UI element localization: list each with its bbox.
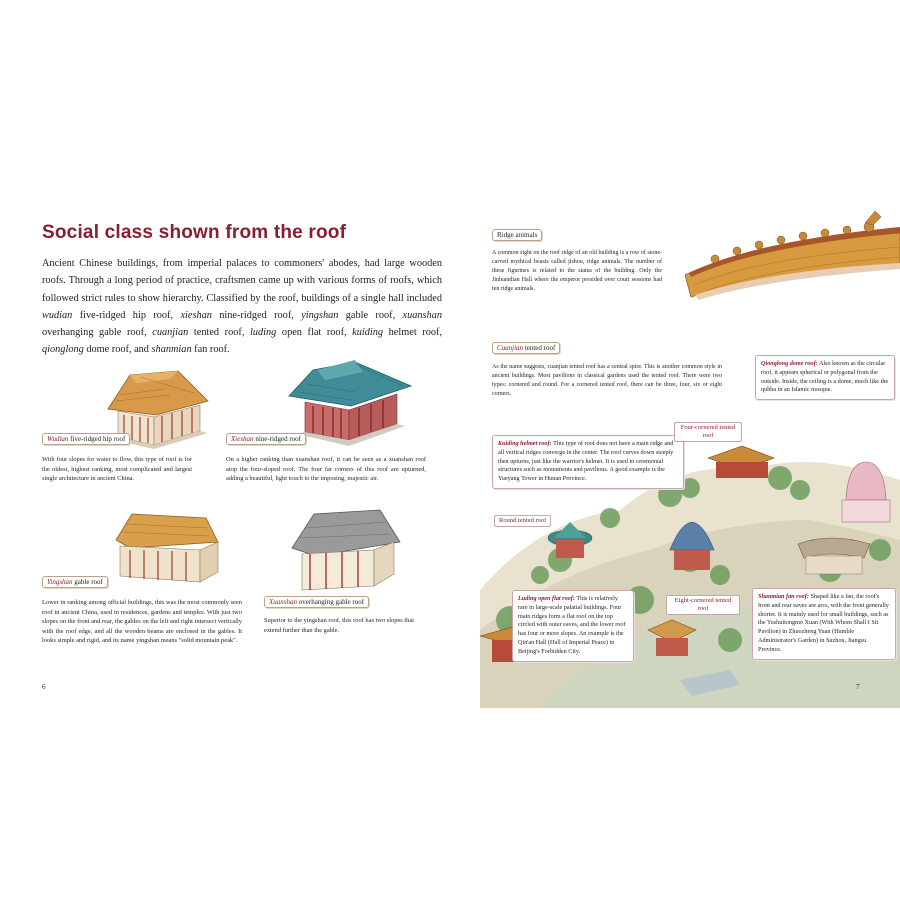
wudian-term: Wudian	[47, 435, 69, 443]
term-luding: luding	[250, 327, 277, 339]
luding-box	[512, 590, 634, 662]
term-cuanjian: cuanjian	[152, 327, 189, 339]
xuanshan-term: Xuanshan	[269, 598, 297, 606]
yingshan-term: Yingshan	[47, 578, 73, 586]
intro-text: five-ridged hip roof,	[72, 309, 181, 321]
cuanjian-caption	[492, 342, 560, 354]
intro-text: fan roof.	[191, 344, 230, 356]
shanmian-box	[752, 588, 896, 660]
intro-text: overhanging gable roof,	[42, 327, 153, 339]
page-number-right: 7	[856, 683, 860, 691]
intro-text: helmet roof,	[383, 327, 442, 339]
xieshan-description: On a higher ranking than xuanshan roof, it can be seen as a xuanshan roof atop the four-sloped roof. The four far corners of this roof are upturned, adding a beautiful, light touch to the imposing, majestic air.	[226, 456, 426, 483]
qionglong-title: Qionglong dome roof:	[761, 360, 818, 367]
luding-text: This is relatively rare in large-scale palatial buildings. Four main ridges form a flat roof on the top circled with outer eaves, and the lower roof has four or more slopes. An example is the Qin'an Hall (Hall of Imperial Peace) in Beijing's Forbidden City.	[518, 595, 626, 655]
intro-text: dome roof, and	[83, 344, 152, 356]
term-yingshan: yingshan	[301, 309, 339, 321]
qionglong-box	[755, 355, 895, 400]
xuanshan-description: Superior to the yingshan roof, this roof has two slopes that extend further than the gable.	[264, 617, 414, 634]
cuanjian-description: As the name suggests, cuanjian tented roof has a central spire. This is another common style in ancient buildings. Most pavilions in classical gardens used the tented roof. There were two types: cornered and round. For a cornered tented roof, there can be three, four, six or eight corners.	[492, 364, 722, 397]
intro-text: gable roof,	[338, 309, 403, 321]
qionglong-text: Also known as the circular roof, it appears spherical or polygonal from the outside. Inside, the ceiling is a dome, much like the qubba in an Islamic mosque.	[761, 360, 889, 394]
term-xieshan: xieshan	[180, 309, 212, 321]
page-title: Social class shown from the roof	[42, 222, 347, 243]
xuanshan-roof-illustration	[290, 508, 402, 596]
xieshan-term: Xieshan	[231, 435, 254, 443]
shanmian-fan-building	[798, 538, 870, 574]
kuiding-box	[492, 435, 684, 489]
four-cornered-callout: Four-cornered tented roof	[674, 422, 742, 442]
intro-paragraph	[42, 255, 442, 359]
intro-text: Ancient Chinese buildings, from imperial palaces to commoners' abodes, had large wooden roofs. Through a long period of practice, craftsmen came up with various forms of roofs, which followed strict rules to show hierarchy. Classified by the roof, buildings of a single hall included	[42, 258, 442, 304]
cuanjian-term: Cuanjian	[497, 344, 524, 352]
wudian-caption	[42, 433, 130, 445]
eight-cornered-callout: Eight-cornered tented roof	[666, 595, 740, 615]
wudian-label: five-ridged hip roof	[68, 435, 126, 443]
page-number-left: 6	[42, 683, 46, 691]
four-cornered-pavilion	[708, 446, 774, 478]
term-xuanshan: xuanshan	[402, 309, 442, 321]
cuanjian-label: tented roof	[523, 344, 556, 352]
intro-text: tented roof,	[188, 327, 250, 339]
round-tented-callout: Round tented roof	[494, 515, 551, 527]
term-kuiding: kuiding	[352, 327, 384, 339]
luding-title: Luding open flat roof:	[518, 595, 575, 602]
ridge-animals-description: A common sight on the roof ridge of an old building is a row of stone-carved mythical beasts called jishou, ridge animals. The number of these figurines is related to the status of the building. Only the Jinluandian Hall where the emperor presided over court sessions had ten ridge animals.	[492, 250, 662, 292]
ridge-animals-caption: Ridge animals	[492, 229, 542, 241]
shanmian-text: Shaped like a fan, the roof's front and rear eaves are arcs, with the front generally shorter. It is mainly used for small buildings, such as the Yushuitongmo Xuan (With Whom Shall I Sit Pavilion) in Zhuozheng Yuan (Humble Administrator's Garden) in Suzhou, Jiangsu Province.	[758, 593, 889, 653]
xuanshan-caption	[264, 596, 369, 608]
yingshan-description: Lower in ranking among official buildings, this was the most commonly seen roof in ancient China, used in residences, gardens and temples. With just two slopes on the front and rear, the gables on the left and right intersect vertically with the roof edge, and all the wooden beams are enclosed in the gables. It looks simple and rigid, and its name yingshan means "solid mountain peak".	[42, 599, 242, 645]
xuanshan-label: overhanging gable roof	[297, 598, 365, 606]
yingshan-label: gable roof	[72, 578, 103, 586]
kuiding-title: Kuiding helmet roof:	[498, 440, 552, 447]
ridge-animals-illustration	[685, 205, 900, 300]
kuiding-text: This type of roof does not have a main ridge and all vertical ridges converge in the center. The roof curves down steeply then upturns, just like the warrior's helmet. It is used in ceremonial structures such as monuments and pavilions. A good example is the Yueyang Tower in Hunan Province.	[498, 440, 674, 483]
shanmian-title: Shanmian fan roof:	[758, 593, 809, 600]
xieshan-caption	[226, 433, 306, 445]
xieshan-label: nine-ridged roof	[253, 435, 301, 443]
intro-text: open flat roof,	[276, 327, 353, 339]
yingshan-roof-illustration	[110, 510, 222, 588]
intro-text: nine-ridged roof,	[211, 309, 302, 321]
yingshan-caption	[42, 576, 108, 588]
wudian-description: With four slopes for water to flow, this type of roof is for the oldest, highest ranking, most complicated and largest single architecture in ancient China.	[42, 456, 192, 483]
term-shanmian: shanmian	[151, 344, 192, 356]
term-wudian: wudian	[42, 309, 73, 321]
term-qionglong: qionglong	[42, 344, 84, 356]
